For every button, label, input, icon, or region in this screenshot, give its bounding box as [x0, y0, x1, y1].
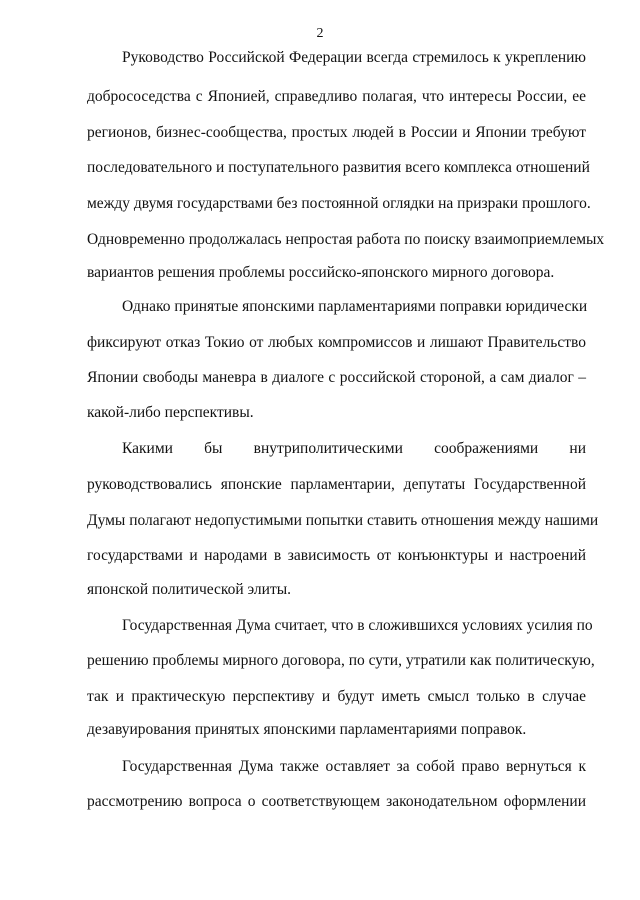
text-line: Какими бы внутриполитическими соображениями ни	[122, 440, 586, 457]
text-line: какой-либо перспективы.	[87, 404, 254, 421]
text-line: вариантов решения проблемы российско-японского мирного договора.	[87, 264, 555, 281]
text-line: так и практическую перспективу и будут иметь смысл только в случае	[87, 688, 586, 705]
text-line: Руководство Российской Федерации всегда стремилось к укреплению	[122, 49, 586, 66]
text-line: дезавуирования принятых японскими парламентариями поправок.	[87, 721, 527, 738]
text-line: фиксируют отказ Токио от любых компромиссов и лишают Правительство	[87, 334, 586, 351]
text-line: Думы полагают недопустимыми попытки ставить отношения между нашими	[87, 512, 599, 529]
text-line: Однако принятые японскими парламентариями поправки юридически	[122, 298, 588, 315]
text-line: руководствовались японские парламентарии, депутаты Государственной	[87, 476, 586, 493]
text-line: рассмотрению вопроса о соответствующем законодательном оформлении	[87, 793, 586, 810]
text-line: государствами и народами в зависимость от конъюнктуры и настроений	[87, 547, 586, 564]
text-line: между двумя государствами без постоянной оглядки на призраки прошлого.	[87, 195, 591, 212]
text-line: Одновременно продолжалась непростая работа по поиску взаимоприемлемых	[87, 231, 605, 248]
text-line: регионов, бизнес-сообщества, простых людей в России и Японии требуют	[87, 124, 586, 141]
text-line: Государственная Дума считает, что в сложившихся условиях усилия по	[122, 617, 593, 634]
text-line: последовательного и поступательного развития всего комплекса отношений	[87, 159, 590, 176]
page-number: 2	[316, 26, 324, 41]
text-line: добрососедства с Японией, справедливо полагая, что интересы России, ее	[87, 88, 586, 105]
text-line: решению проблемы мирного договора, по сути, утратили как политическую,	[87, 652, 595, 669]
text-line: Японии свободы маневра в диалоге с российской стороной, а сам диалог –	[87, 369, 586, 386]
text-line: Государственная Дума также оставляет за собой право вернуться к	[122, 758, 586, 775]
text-line: японской политической элиты.	[87, 581, 292, 598]
